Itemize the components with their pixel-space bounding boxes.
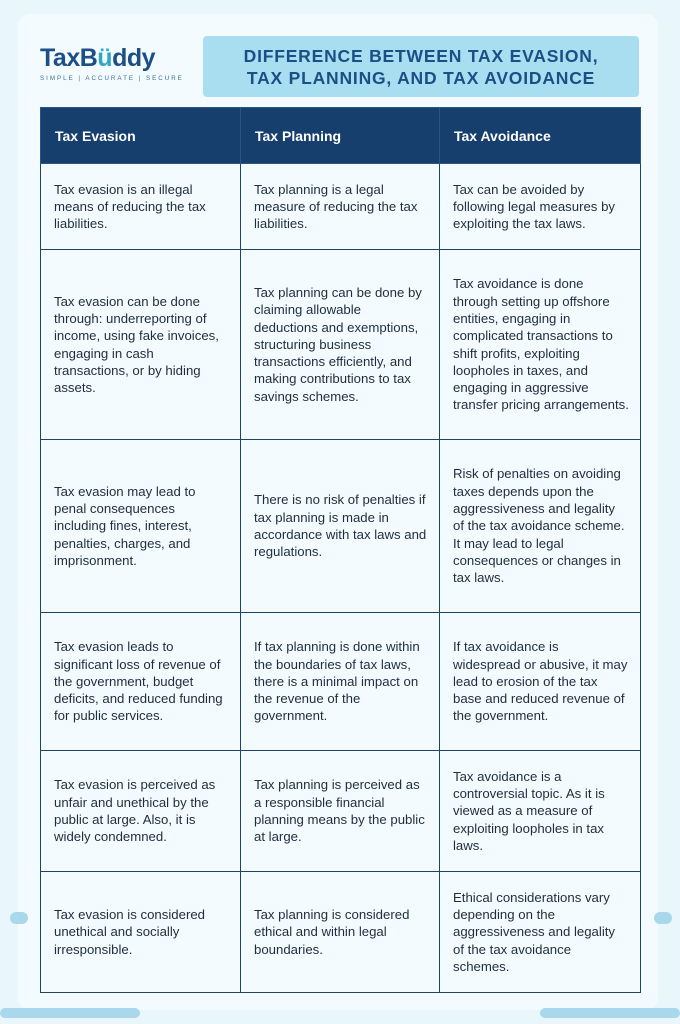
title-line-2: TAX PLANNING, AND TAX AVOIDANCE <box>246 67 596 88</box>
title-line-1: DIFFERENCE BETWEEN TAX EVASION, <box>243 45 599 66</box>
cell-planning: If tax planning is done within the boundaries of tax laws, there is a minimal impact on the revenue of the government. <box>241 613 440 751</box>
cell-evasion: Tax evasion leads to significant loss of revenue of the government, budget deficits, and reduced funding for public services. <box>41 613 241 751</box>
table-row <box>41 872 641 993</box>
header-tax-planning: Tax Planning <box>241 108 440 164</box>
cell-avoidance: Tax can be avoided by following legal measures by exploiting the tax laws. <box>440 164 641 250</box>
bottom-right-decor <box>540 1008 680 1018</box>
comparison-table <box>40 107 641 993</box>
left-decor-bar <box>10 912 28 924</box>
cell-planning: There is no risk of penalties if tax planning is made in accordance with tax laws and regulations. <box>241 440 440 613</box>
table-row <box>41 613 641 751</box>
table-header-row <box>41 108 641 164</box>
brand-logo <box>40 44 184 82</box>
cell-planning: Tax planning is considered ethical and within legal boundaries. <box>241 872 440 993</box>
brand-tagline: SIMPLE | ACCURATE | SECURE <box>40 75 184 82</box>
cell-avoidance: Risk of penalties on avoiding taxes depends upon the aggressiveness and legality of the tax avoidance scheme. It may lead to legal consequences or changes in tax laws. <box>440 440 641 613</box>
cell-avoidance: Ethical considerations vary depending on the aggressiveness and legality of the tax avoidance schemes. <box>440 872 641 993</box>
table-row <box>41 440 641 613</box>
page-title <box>203 36 639 97</box>
table-row <box>41 164 641 250</box>
bottom-left-decor <box>0 1008 140 1018</box>
right-decor-bar <box>654 912 672 924</box>
cell-avoidance: If tax avoidance is widespread or abusive, it may lead to erosion of the tax base and reduced revenue of the government. <box>440 613 641 751</box>
cell-evasion: Tax evasion is an illegal means of reducing the tax liabilities. <box>41 164 241 250</box>
cell-evasion: Tax evasion may lead to penal consequences including fines, interest, penalties, charges, and imprisonment. <box>41 440 241 613</box>
cell-evasion: Tax evasion is perceived as unfair and unethical by the public at large. Also, it is widely condemned. <box>41 751 241 872</box>
cell-planning: Tax planning can be done by claiming allowable deductions and exemptions, structuring business transactions efficiently, and making contributions to tax savings schemes. <box>241 250 440 440</box>
cell-avoidance: Tax avoidance is done through setting up offshore entities, engaging in complicated transactions to shift profits, exploiting loopholes in taxes, and engaging in aggressive transfer pricing arrangements. <box>440 250 641 440</box>
cell-avoidance: Tax avoidance is a controversial topic. As it is viewed as a measure of exploiting loopholes in tax laws. <box>440 751 641 872</box>
table-row <box>41 250 641 440</box>
brand-name: TaxBüddy <box>40 44 156 72</box>
cell-evasion: Tax evasion can be done through: underreporting of income, using fake invoices, engaging in cash transactions, or by hiding assets. <box>41 250 241 440</box>
header-tax-evasion: Tax Evasion <box>41 108 241 164</box>
cell-evasion: Tax evasion is considered unethical and socially irresponsible. <box>41 872 241 993</box>
header-tax-avoidance: Tax Avoidance <box>440 108 641 164</box>
table-row <box>41 751 641 872</box>
cell-planning: Tax planning is a legal measure of reducing the tax liabilities. <box>241 164 440 250</box>
cell-planning: Tax planning is perceived as a responsible financial planning means by the public at large. <box>241 751 440 872</box>
